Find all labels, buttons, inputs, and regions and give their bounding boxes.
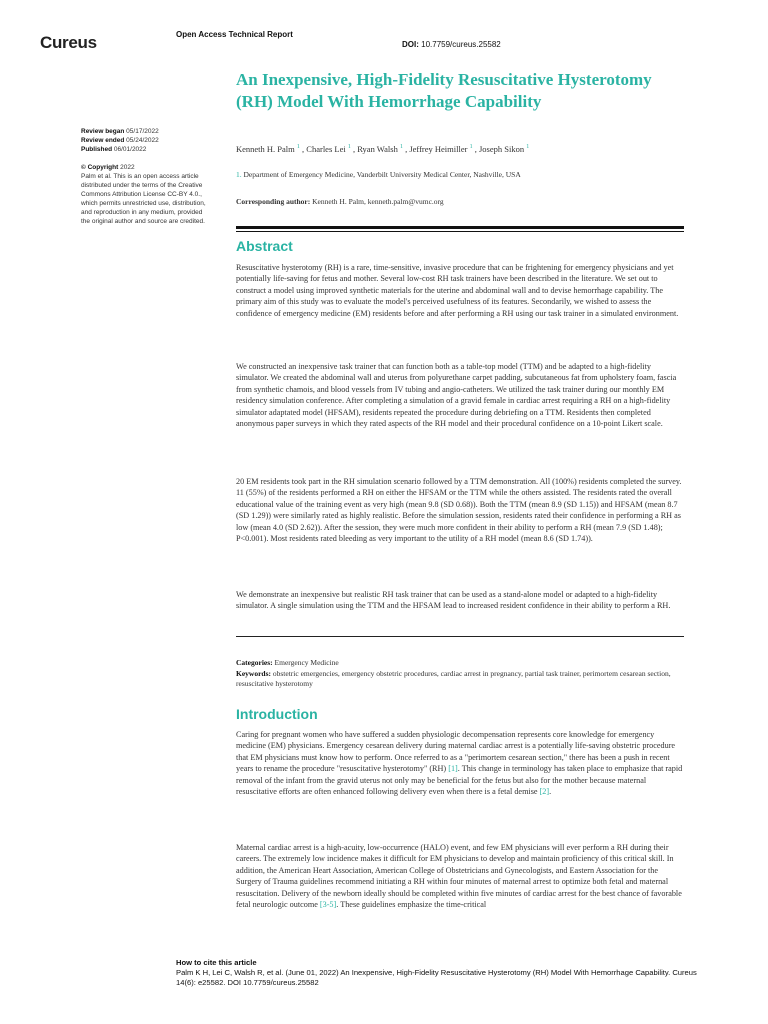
author-affil-sup[interactable]: 1	[296, 144, 300, 151]
license-line[interactable]: Commons Attribution License CC-BY 4.0.,	[81, 191, 202, 198]
doi-label: DOI:	[402, 40, 419, 49]
section-divider	[236, 636, 684, 637]
review-began	[81, 127, 231, 136]
copyright-label: © Copyright	[81, 164, 119, 171]
corresponding-author	[236, 197, 716, 206]
author-name[interactable]: Ryan Walsh	[357, 144, 398, 154]
keywords-row	[236, 669, 684, 690]
author-name[interactable]: Joseph Sikon	[478, 144, 525, 154]
review-began-label: Review began	[81, 128, 125, 135]
author-affil-sup[interactable]: 1	[526, 144, 530, 151]
author-list: Kenneth H. Palm $^1$ , Charles Lei $^1$ , Ryan Walsh $^1$ , Jeffrey Heimiller $^1$ , Joseph Sikon $^1$	[236, 144, 530, 154]
corresponding-label: Corresponding author:	[236, 197, 311, 206]
header-doi[interactable]	[402, 40, 501, 49]
license-line: and reproduction in any medium, provided	[81, 209, 203, 216]
license-line: which permits unrestricted use, distribution,	[81, 200, 206, 207]
intro-text: Maternal cardiac arrest is a high-acuity, low-occurrence (HALO) event, and few EM physicians will ever perform a RH during their careers. The extremely low incidence makes it difficult for EM physicians to develop and maintain proficiency of this critical skill. In addition, the American Heart Association, American College of Obstetricians and Gynecologists, and Eastern Association for the Surgery of Trauma guidelines recommend initiating a RH within four minutes of maternal arrest to optimize both fetal and maternal resuscitation. Delivery of the newborn ideally should be completed within five minutes of cardiac arrest for the best chance of favorable fetal neurologic outcome	[236, 843, 682, 910]
intro-text: . These guidelines emphasize the time-critical	[336, 900, 487, 910]
copyright-year: 2022	[120, 164, 135, 171]
abstract-paragraph: 20 EM residents took part in the RH simulation scenario followed by a TTM demonstration. All (100%) residents completed the survey. 11 (55%) of the residents performed a RH on either the HFSAM or the TTM while the others assisted. The residents rated the overall educational value of the training event as very high (mean 9.8 (SD 0.68)). Both the TTM (mean 8.9 (SD 1.15)) and HFSAM (mean 8.7 (SD 1.29)) were similarly rated as highly realistic. Before the simulation session, residents rated their confidence in performing a RH as low (mean 4.0 (SD 2.62)). After the session, they were much more confident in their ability to perform a RH (mean 7.9 (SD 1.48); P<0.001). Most residents rated bleeding as very important to the utility of a RH model (mean 8.6 (SD 1.74)).	[236, 477, 682, 544]
introduction-heading: Introduction	[236, 706, 318, 722]
review-began-date: 05/17/2022	[126, 128, 159, 135]
categories-label: Categories:	[236, 658, 273, 667]
abstract-paragraph: We demonstrate an inexpensive but realistic RH task trainer that can be used as a stand-alone model or adapted to a high-fidelity simulator. A single simulation using the TTM and the HFSAM lead to increased resident confidence in their ability to perform a RH.	[236, 590, 671, 611]
author-name[interactable]: Kenneth H. Palm	[236, 144, 295, 154]
article-sidebar	[81, 127, 231, 226]
abstract-paragraph: We constructed an inexpensive task trainer that can function both as a table-top model (TTM) and be adapted to a high-fidelity simulator. We created the abdominal wall and uterus from polyurethane carpet padding, subcutaneous fat from upholstery foam, fascia from synthetic chamois, and blood vessels from IV tubing and angio-catheters. We utilized the task trainer during our monthly EM residency simulation conference. After completing a simulation of a gravid female in cardiac arrest requiring a RH on a high-fidelity simulator adaptated model (HFSAM), residents repeated the procedure during debriefing on a TTM. Residents then completed anonymous paper surveys in which they rated aspects of the RH model and their procedural confidence on a 10-point Likert scale.	[236, 362, 677, 429]
affiliation-number: 1.	[236, 170, 242, 179]
review-ended-date: 05/24/2022	[126, 137, 159, 144]
intro-text: .	[549, 787, 552, 797]
citation-label	[176, 958, 716, 968]
affiliation	[236, 170, 716, 179]
article-title: An Inexpensive, High-Fidelity Resuscitative Hysterotomy (RH) Model With Hemorrhage Capability	[236, 70, 652, 111]
cureus-logo: Cureus	[40, 33, 97, 52]
affiliation-text: Department of Emergency Medicine, Vanderbilt University Medical Center, Nashville, USA	[243, 170, 521, 179]
categories-row	[236, 658, 684, 669]
reference-link[interactable]: [2]	[539, 787, 550, 797]
copyright	[81, 163, 231, 172]
review-ended	[81, 136, 231, 145]
citation-text: Palm K H, Lei C, Walsh R, et al. (June 01, 2022) An Inexpensive, High-Fidelity Resuscitative Hysterotomy (RH) Model With Hemorrhage Capability. Cureus 14(6): e25582. DOI 10.7759/cureus.25582	[176, 968, 697, 988]
introduction-paragraph	[236, 729, 684, 797]
reference-link[interactable]: [1]	[448, 764, 458, 774]
abstract-heading: Abstract	[236, 238, 293, 254]
published	[81, 145, 231, 154]
author-affil-sup[interactable]: 1	[399, 144, 403, 151]
license-line[interactable]: distributed under the terms of the Creative	[81, 182, 203, 189]
author-name[interactable]: Charles Lei	[306, 144, 346, 154]
header-divider-thin	[236, 231, 684, 232]
intro-text: . This change in terminology has taken place to emphasize that rapid removal of the infant from the gravid uterus not only may be beneficial for the fetus but also for the mother because maternal resuscitative efforts are often enhanced following delivery even when there is a fetal demise	[236, 764, 683, 797]
header-divider-thick	[236, 226, 684, 229]
author-affil-sup[interactable]: 1	[347, 144, 351, 151]
review-ended-label: Review ended	[81, 137, 125, 144]
citation-block	[176, 958, 716, 989]
published-label: Published	[81, 146, 113, 153]
author-name[interactable]: Jeffrey Heimiller	[409, 144, 468, 154]
license-line: Palm et al. This is an open access article	[81, 173, 199, 180]
author-affil-sup[interactable]: 1	[469, 144, 473, 151]
corresponding-text[interactable]: Kenneth H. Palm, kenneth.palm@vumc.org	[312, 197, 444, 206]
category-link[interactable]: Emergency Medicine	[274, 658, 339, 667]
published-date: 06/01/2022	[113, 146, 147, 153]
abstract-paragraph: Resuscitative hysterotomy (RH) is a rare, time-sensitive, invasive procedure that can be frightening for emergency physicians and yet potentially life-saving for fetus and mother. Several low-cost RH task trainers have been described in the literature. We set out to construct a model using improved synthetic materials for the uterine and abdominal wall and to devise hemorrhage capability. The primary aim of this study was to evaluate the model's perceived usefulness of its features. Secondarily, we wished to assess the confidence of emergency medicine (EM) residents before and after performing a RH using our task trainer in a simulated environment.	[236, 263, 679, 318]
license-line: the original author and source are credited.	[81, 218, 205, 225]
categories-block	[236, 658, 684, 690]
intro-text: Caring for pregnant women who have suffered a sudden physiologic decompensation represents core knowledge for emergency medicine (EM) physicians. Emergency cesarean delivery during maternal cardiac arrest is a potentially life-saving obstetric procedure that EM physicians must know how to perform. Once referred to as a "perimortem cesarean section," there has been a push in recent years to rename the procedure "resuscitative hysterotomy" (RH)	[236, 730, 676, 774]
citation-label-text: How to cite this article	[176, 958, 257, 967]
article-type: Open Access Technical Report	[176, 30, 293, 39]
reference-link[interactable]: [3-5]	[319, 900, 337, 910]
introduction-paragraph	[236, 842, 684, 910]
keywords-label: Keywords:	[236, 668, 271, 678]
doi-value[interactable]: 10.7759/cureus.25582	[421, 40, 501, 49]
keywords-text: obstetric emergencies, emergency obstetric procedures, cardiac arrest in pregnancy, partial task trainer, perimortem cesarean section, resuscitative hysterotomy	[236, 668, 671, 688]
